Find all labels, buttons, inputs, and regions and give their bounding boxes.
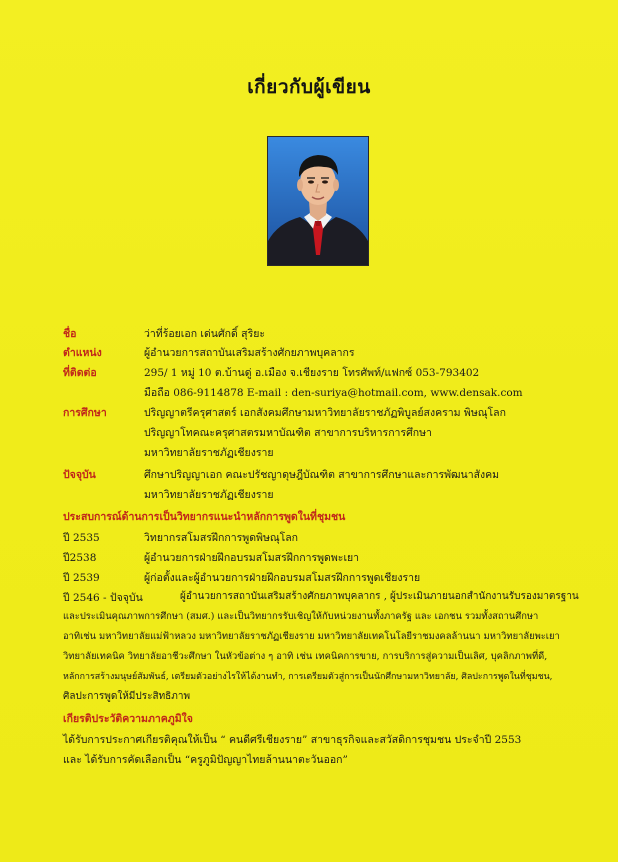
current-line: ศึกษาปริญญาเอก คณะปรัชญาดุษฎีบัณฑิต สาขาการศึกษาและการพัฒนาสังคม [144,469,500,481]
name-label: ชื่อ [63,328,77,340]
honors-heading: เกียรติประวัติความภาคภูมิใจ [63,713,193,725]
experience-current-line: อาทิเช่น มหาวิทยาลัยแม่ฟ้าหลวง มหาวิทยาลัยราชภัฏเชียงราย มหาวิทยาลัยเทคโนโลยีราชมงคลล้านนา มหาวิทยาลัยพะเยา [63,631,560,642]
education-line: มหาวิทยาลัยราชภัฏเชียงราย [144,447,274,459]
honors-line: ได้รับการประกาศเกียรติคุณให้เป็น “ คนดีศรีเชียงราย” สาขาธุรกิจและสวัสดิการชุมชน ประจำปี 2553 [63,734,522,746]
education-line: ปริญญาโทคณะครุศาสตรมหาบัณฑิต สาขาการบริหารการศึกษา [144,427,432,439]
experience-current-line: ศิลปะการพูดให้มีประสิทธิภาพ [63,691,191,702]
experience-year: ปี2538 [63,552,97,564]
current-line: มหาวิทยาลัยราชภัฏเชียงราย [144,489,274,501]
experience-current-year: ปี 2546 - ปัจจุบัน [63,592,143,604]
experience-current-line: วิทยาลัยเทคนิค วิทยาลัยอาชีวะศึกษา ในหัวข้อต่าง ๆ อาทิ เช่น เทคนิคการขาย, การบริการสู่ความเป็นเลิศ, บุคลิกภาพที่ดี, [63,651,548,662]
education-label: การศึกษา [63,407,107,419]
current-label: ปัจจุบัน [63,469,96,481]
name-value: ว่าที่ร้อยเอก เด่นศักดิ์ สุริยะ [144,328,266,340]
author-photo [268,137,368,265]
experience-year: ปี 2539 [63,572,100,584]
experience-year: ปี 2535 [63,532,100,544]
experience-text: ผู้ก่อตั้งและผู้อำนวยการฝ่ายฝึกอบรมสโมสรฝึกการพูดเชียงราย [144,572,421,584]
experience-text: วิทยากรสโมสรฝึกการพูดพิษณุโลก [144,532,299,544]
author-portrait-icon [268,137,368,265]
contact-label: ที่ติดต่อ [63,367,97,379]
position-value: ผู้อำนวยการสถาบันเสริมสร้างศักยภาพบุคลากร [144,347,355,359]
experience-text: ผู้อำนวยการฝ่ายฝึกอบรมสโมสรฝึกการพูดพะเยา [144,552,360,564]
honors-line: และ ได้รับการคัดเลือกเป็น “ครูภูมิปัญญาไทยล้านนาตะวันออก” [63,754,348,766]
experience-current-line: หลักการสร้างมนุษย์สัมพันธ์, เตรียมตัวอย่างไรให้ได้งานทำ, การเตรียมตัวสู่การเป็นนักศึกษามหาวิทยาลัย, ศิลปะการพูดในที่ชุมชน, [63,672,553,682]
education-line: ปริญญาตรีครุศาสตร์ เอกสังคมศึกษามหาวิทยาลัยราชภัฏพิบูลย์สงคราม พิษณุโลก [144,407,506,419]
experience-current-line: ผู้อำนวยการสถาบันเสริมสร้างศักยภาพบุคลากร , ผู้ประเมินภายนอกสำนักงานรับรองมาตรฐาน [180,591,579,602]
experience-heading: ประสบการณ์ด้านการเป็นวิทยากรแนะนำหลักการพูดในที่ชุมชน [63,511,346,523]
position-label: ตำแหน่ง [63,347,102,359]
experience-current-line: และประเมินคุณภาพการศึกษา (สมศ.) และเป็นวิทยากรรับเชิญให้กับหน่วยงานทั้งภาครัฐ และ เอกชน รวมทั้งสถานศึกษา [63,611,539,622]
contact-mobile: มือถือ 086-9114878 E-mail : den-suriya@hotmail.com, www.densak.com [144,387,523,399]
contact-address: 295/ 1 หมู่ 10 ต.บ้านดู่ อ.เมือง จ.เชียงราย โทรศัพท์/แฟกซ์ 053-793402 [144,367,480,379]
page-title: เกี่ยวกับผู้เขียน [247,76,371,98]
